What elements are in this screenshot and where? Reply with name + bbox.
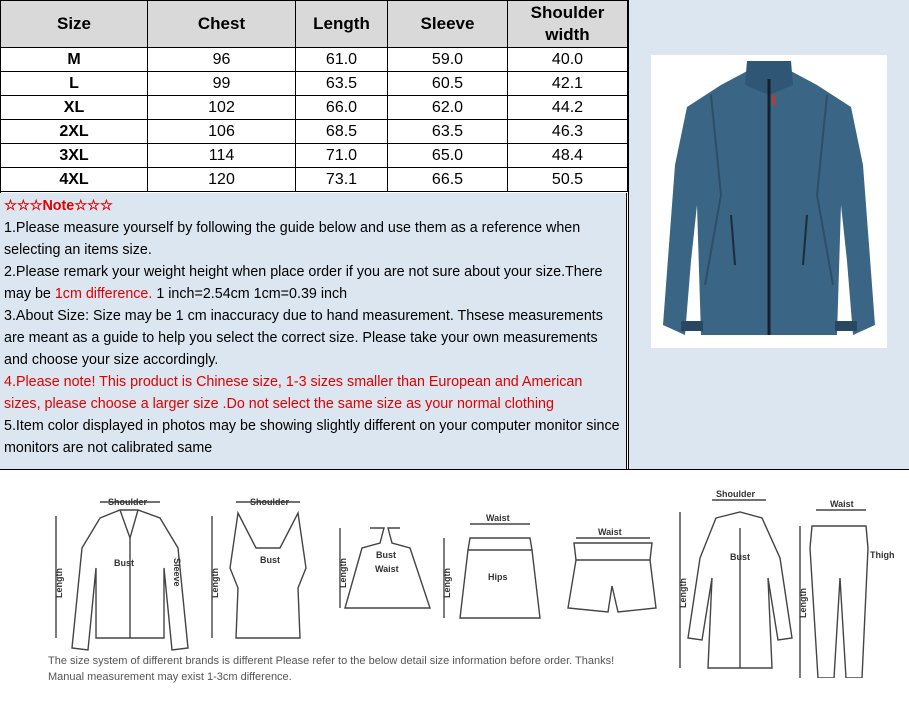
header-size: Size: [1, 1, 148, 48]
label-length: Length: [54, 568, 64, 598]
table-row: [1, 48, 628, 72]
cell-length: 71.0: [296, 144, 388, 168]
table-row: [1, 72, 628, 96]
cell-sleeve: 62.0: [388, 96, 508, 120]
cell-length: 68.5: [296, 120, 388, 144]
cell-sleeve: 60.5: [388, 72, 508, 96]
label-length: Length: [798, 588, 808, 618]
header-sleeve: Sleeve: [388, 1, 508, 48]
cell-chest: 120: [148, 168, 296, 192]
note-5: 5.Item color displayed in photos may be showing slightly different on your computer monitor since monitors are not calibrated same: [4, 418, 620, 456]
label-waist: Waist: [598, 527, 622, 537]
cell-size: 3XL: [1, 144, 148, 168]
table-row: [1, 144, 628, 168]
label-bust: Bust: [260, 555, 280, 565]
cell-size: XL: [1, 96, 148, 120]
product-photo-panel: [628, 0, 909, 469]
cell-size: 4XL: [1, 168, 148, 192]
cell-chest: 106: [148, 120, 296, 144]
cell-length: 73.1: [296, 168, 388, 192]
cell-shoulder: 46.3: [508, 120, 628, 144]
table-row: [1, 120, 628, 144]
note-4: 4.Please note! This product is Chinese size, 1-3 sizes smaller than European and American sizes, please choose a larger size .Do not select the same size as your normal clothing: [4, 374, 583, 412]
cell-sleeve: 65.0: [388, 144, 508, 168]
header-length: Length: [296, 1, 388, 48]
cell-shoulder: 50.5: [508, 168, 628, 192]
label-bust: Bust: [730, 552, 750, 562]
cell-shoulder: 42.1: [508, 72, 628, 96]
label-shoulder: Shoulder: [108, 497, 148, 507]
measurement-diagrams: [0, 488, 909, 678]
measurement-guide: [0, 469, 909, 716]
header-shoulder-width: Shoulder width: [508, 1, 628, 48]
cell-chest: 114: [148, 144, 296, 168]
label-shoulder: Shoulder: [250, 497, 290, 507]
cell-sleeve: 63.5: [388, 120, 508, 144]
cell-sleeve: 66.5: [388, 168, 508, 192]
notes-heading: ☆☆☆Note☆☆☆: [4, 198, 113, 214]
label-length: Length: [678, 578, 688, 608]
product-photo: [651, 55, 887, 348]
label-hips: Hips: [488, 572, 508, 582]
label-bust: Bust: [376, 550, 396, 560]
note-2-highlight: 1cm difference.: [54, 286, 153, 302]
note-3: 3.About Size: Size may be 1 cm inaccuracy due to hand measurement. Thsese measurements are meant as a guide to help you select the correct size. Please take your own measurements and choose your size accordingly.: [4, 308, 603, 368]
cell-length: 63.5: [296, 72, 388, 96]
cell-chest: 96: [148, 48, 296, 72]
cell-shoulder: 44.2: [508, 96, 628, 120]
label-thigh: Thigh: [870, 550, 895, 560]
note-2: 2.Please remark your weight height when place order if you are not sure about your size.There may be 1cm difference. 1 inch=2.54cm 1cm=0.39 inch: [4, 264, 603, 302]
cell-size: 2XL: [1, 120, 148, 144]
size-table-header: [1, 1, 628, 48]
table-row: [1, 168, 628, 192]
guide-footer-1: The size system of different brands is different Please refer to the below detail size information before order. Thanks!: [48, 655, 615, 667]
label-length: Length: [338, 558, 348, 588]
label-bust: Bust: [114, 558, 134, 568]
label-length: Length: [442, 568, 452, 598]
cell-length: 66.0: [296, 96, 388, 120]
label-length: Length: [210, 568, 220, 598]
cell-shoulder: 40.0: [508, 48, 628, 72]
cell-size: L: [1, 72, 148, 96]
cell-sleeve: 59.0: [388, 48, 508, 72]
cell-shoulder: 48.4: [508, 144, 628, 168]
label-waist: Waist: [375, 564, 399, 574]
cell-chest: 99: [148, 72, 296, 96]
cell-chest: 102: [148, 96, 296, 120]
header-chest: Chest: [148, 1, 296, 48]
label-shoulder: Shoulder: [716, 489, 756, 499]
guide-footer-2: Manual measurement may exist 1-3cm difference.: [48, 671, 292, 683]
note-1: 1.Please measure yourself by following the guide below and use them as a reference when selecting an items size.: [4, 220, 581, 258]
jacket-image: [651, 55, 887, 348]
notes-panel: [0, 193, 627, 469]
size-table: [0, 0, 628, 192]
table-row: [1, 96, 628, 120]
note-4-warning: Please note! This product is Chinese size, 1-3 sizes smaller than European and American sizes, please choose a larger size .Do not select the same size as your normal clothing: [4, 374, 583, 412]
label-sleeve: Sleeve: [172, 558, 182, 587]
cell-length: 61.0: [296, 48, 388, 72]
label-waist: Waist: [486, 513, 510, 523]
label-waist: Waist: [830, 499, 854, 509]
cell-size: M: [1, 48, 148, 72]
